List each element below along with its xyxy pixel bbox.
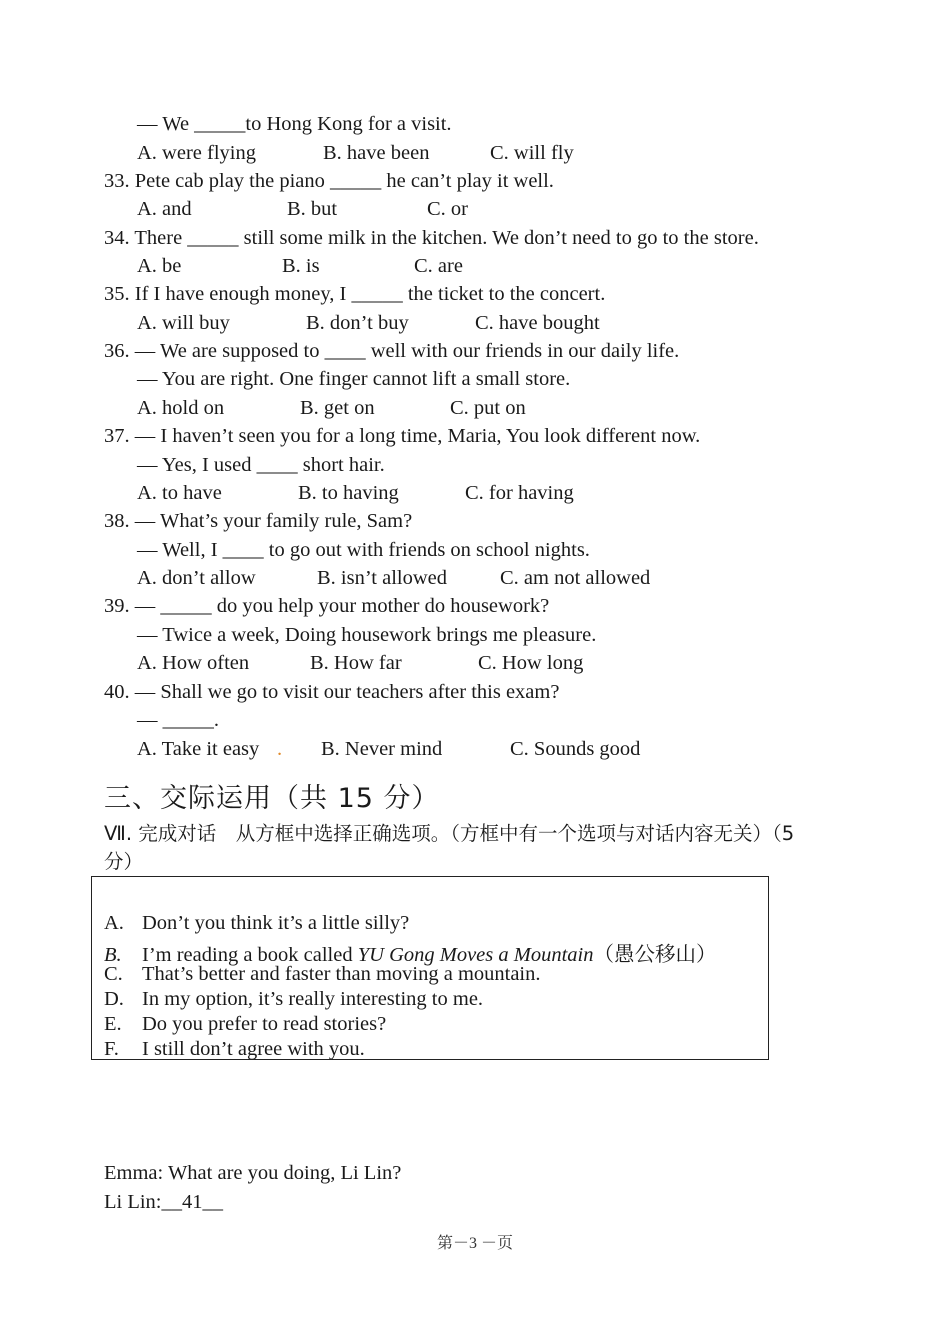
q37-option-c[interactable]: C. for having (465, 482, 574, 504)
q33-option-b[interactable]: B. but (287, 198, 338, 220)
q36-option-b[interactable]: B. get on (300, 397, 375, 419)
q40-option-b[interactable]: B. Never mind (321, 738, 443, 760)
box-item-text: In my option, it’s really interesting to me. (142, 988, 484, 1010)
box-item-letter: A. (104, 912, 124, 934)
q33-stem: 33. Pete cab play the piano _____ he can’t play it well. (104, 170, 554, 192)
q35-option-b[interactable]: B. don’t buy (306, 312, 409, 334)
q38-option-b[interactable]: B. isn’t allowed (317, 567, 448, 589)
q38-option-c[interactable]: C. am not allowed (500, 567, 651, 589)
q37-option-b[interactable]: B. to having (298, 482, 399, 504)
q36-option-c[interactable]: C. put on (450, 397, 526, 419)
q36-reply: — You are right. One finger cannot lift a small store. (137, 368, 571, 390)
q32-option-a[interactable]: A. were flying (137, 142, 256, 164)
box-item-e (104, 1013, 386, 1036)
box-item-text: Do you prefer to read stories? (142, 1013, 387, 1035)
box-item-letter: D. (104, 988, 124, 1010)
q37-option-a[interactable]: A. to have (137, 482, 222, 504)
q38-option-a[interactable]: A. don’t allow (137, 567, 256, 589)
q33-option-a[interactable]: A. and (137, 198, 192, 220)
box-item-f (104, 1038, 365, 1060)
stray-mark: . (277, 738, 283, 760)
box-item-a (104, 912, 409, 935)
q35-stem: 35. If I have enough money, I _____ the ticket to the concert. (104, 283, 606, 305)
speaker-li-lin: Li Lin: (104, 1191, 162, 1213)
q37-reply: — Yes, I used ____ short hair. (137, 454, 385, 476)
box-item-text: That’s better and faster than moving a mountain. (142, 963, 541, 985)
box-item-letter: B. (104, 944, 122, 966)
q40-stem: 40. — Shall we go to visit our teachers after this exam? (104, 681, 560, 703)
q40-reply: — _____. (137, 709, 219, 731)
q34-option-c[interactable]: C. are (414, 255, 463, 277)
book-title-chinese: （愚公移山） (593, 944, 717, 966)
q39-option-a[interactable]: A. How often (137, 652, 250, 674)
box-item-letter: C. (104, 963, 123, 985)
book-title: YU Gong Moves a Mountain (357, 944, 594, 966)
q32-option-c[interactable]: C. will fly (490, 142, 574, 164)
q35-option-c[interactable]: C. have bought (475, 312, 600, 334)
q39-reply: — Twice a week, Doing housework brings me pleasure. (137, 624, 597, 646)
q35-option-a[interactable]: A. will buy (137, 312, 230, 334)
q39-option-b[interactable]: B. How far (310, 652, 402, 674)
q39-stem: 39. — _____ do you help your mother do housework? (104, 595, 550, 617)
q36-stem: 36. — We are supposed to ____ well with our friends in our daily life. (104, 340, 680, 362)
box-item-text: I still don’t agree with you. (142, 1038, 365, 1060)
dialogue-li-lin (104, 1189, 223, 1215)
section-instruction: Ⅶ. 完成对话 从方框中选择正确选项。（方框中有一个选项与对话内容无关）（5 分） (104, 822, 795, 873)
box-item-letter: F. (104, 1038, 119, 1060)
q40-option-a[interactable]: A. Take it easy (137, 738, 260, 760)
q34-stem: 34. There _____ still some milk in the kitchen. We don’t need to go to the store. (104, 227, 759, 249)
box-item-letter: E. (104, 1013, 122, 1035)
q34-option-b[interactable]: B. is (282, 255, 320, 277)
q33-option-c[interactable]: C. or (427, 198, 468, 220)
box-item-text: Don’t you think it’s a little silly? (142, 912, 410, 934)
q37-stem: 37. — I haven’t seen you for a long time, Maria, You look different now. (104, 425, 701, 447)
answer-blank-41[interactable]: __41__ (161, 1191, 224, 1213)
q40-option-c[interactable]: C. Sounds good (510, 738, 641, 760)
box-item-d (104, 988, 483, 1011)
box-item-text: I’m reading a book called (142, 944, 358, 966)
section-heading: 三、交际运用（共 15 分） (104, 783, 440, 814)
q36-option-a[interactable]: A. hold on (137, 397, 225, 419)
options-box (91, 876, 769, 1060)
box-item-c (104, 963, 541, 986)
q38-reply: — Well, I ____ to go out with friends on school nights. (137, 539, 590, 561)
q34-option-a[interactable]: A. be (137, 255, 182, 277)
q39-option-c[interactable]: C. How long (478, 652, 584, 674)
q32-option-b[interactable]: B. have been (323, 142, 430, 164)
q32-stem: — We _____to Hong Kong for a visit. (137, 113, 452, 135)
dialogue-emma: Emma: What are you doing, Li Lin? (104, 1162, 402, 1184)
q38-stem: 38. — What’s your family rule, Sam? (104, 510, 413, 532)
page-footer: 第－3 －页 (436, 1235, 513, 1252)
